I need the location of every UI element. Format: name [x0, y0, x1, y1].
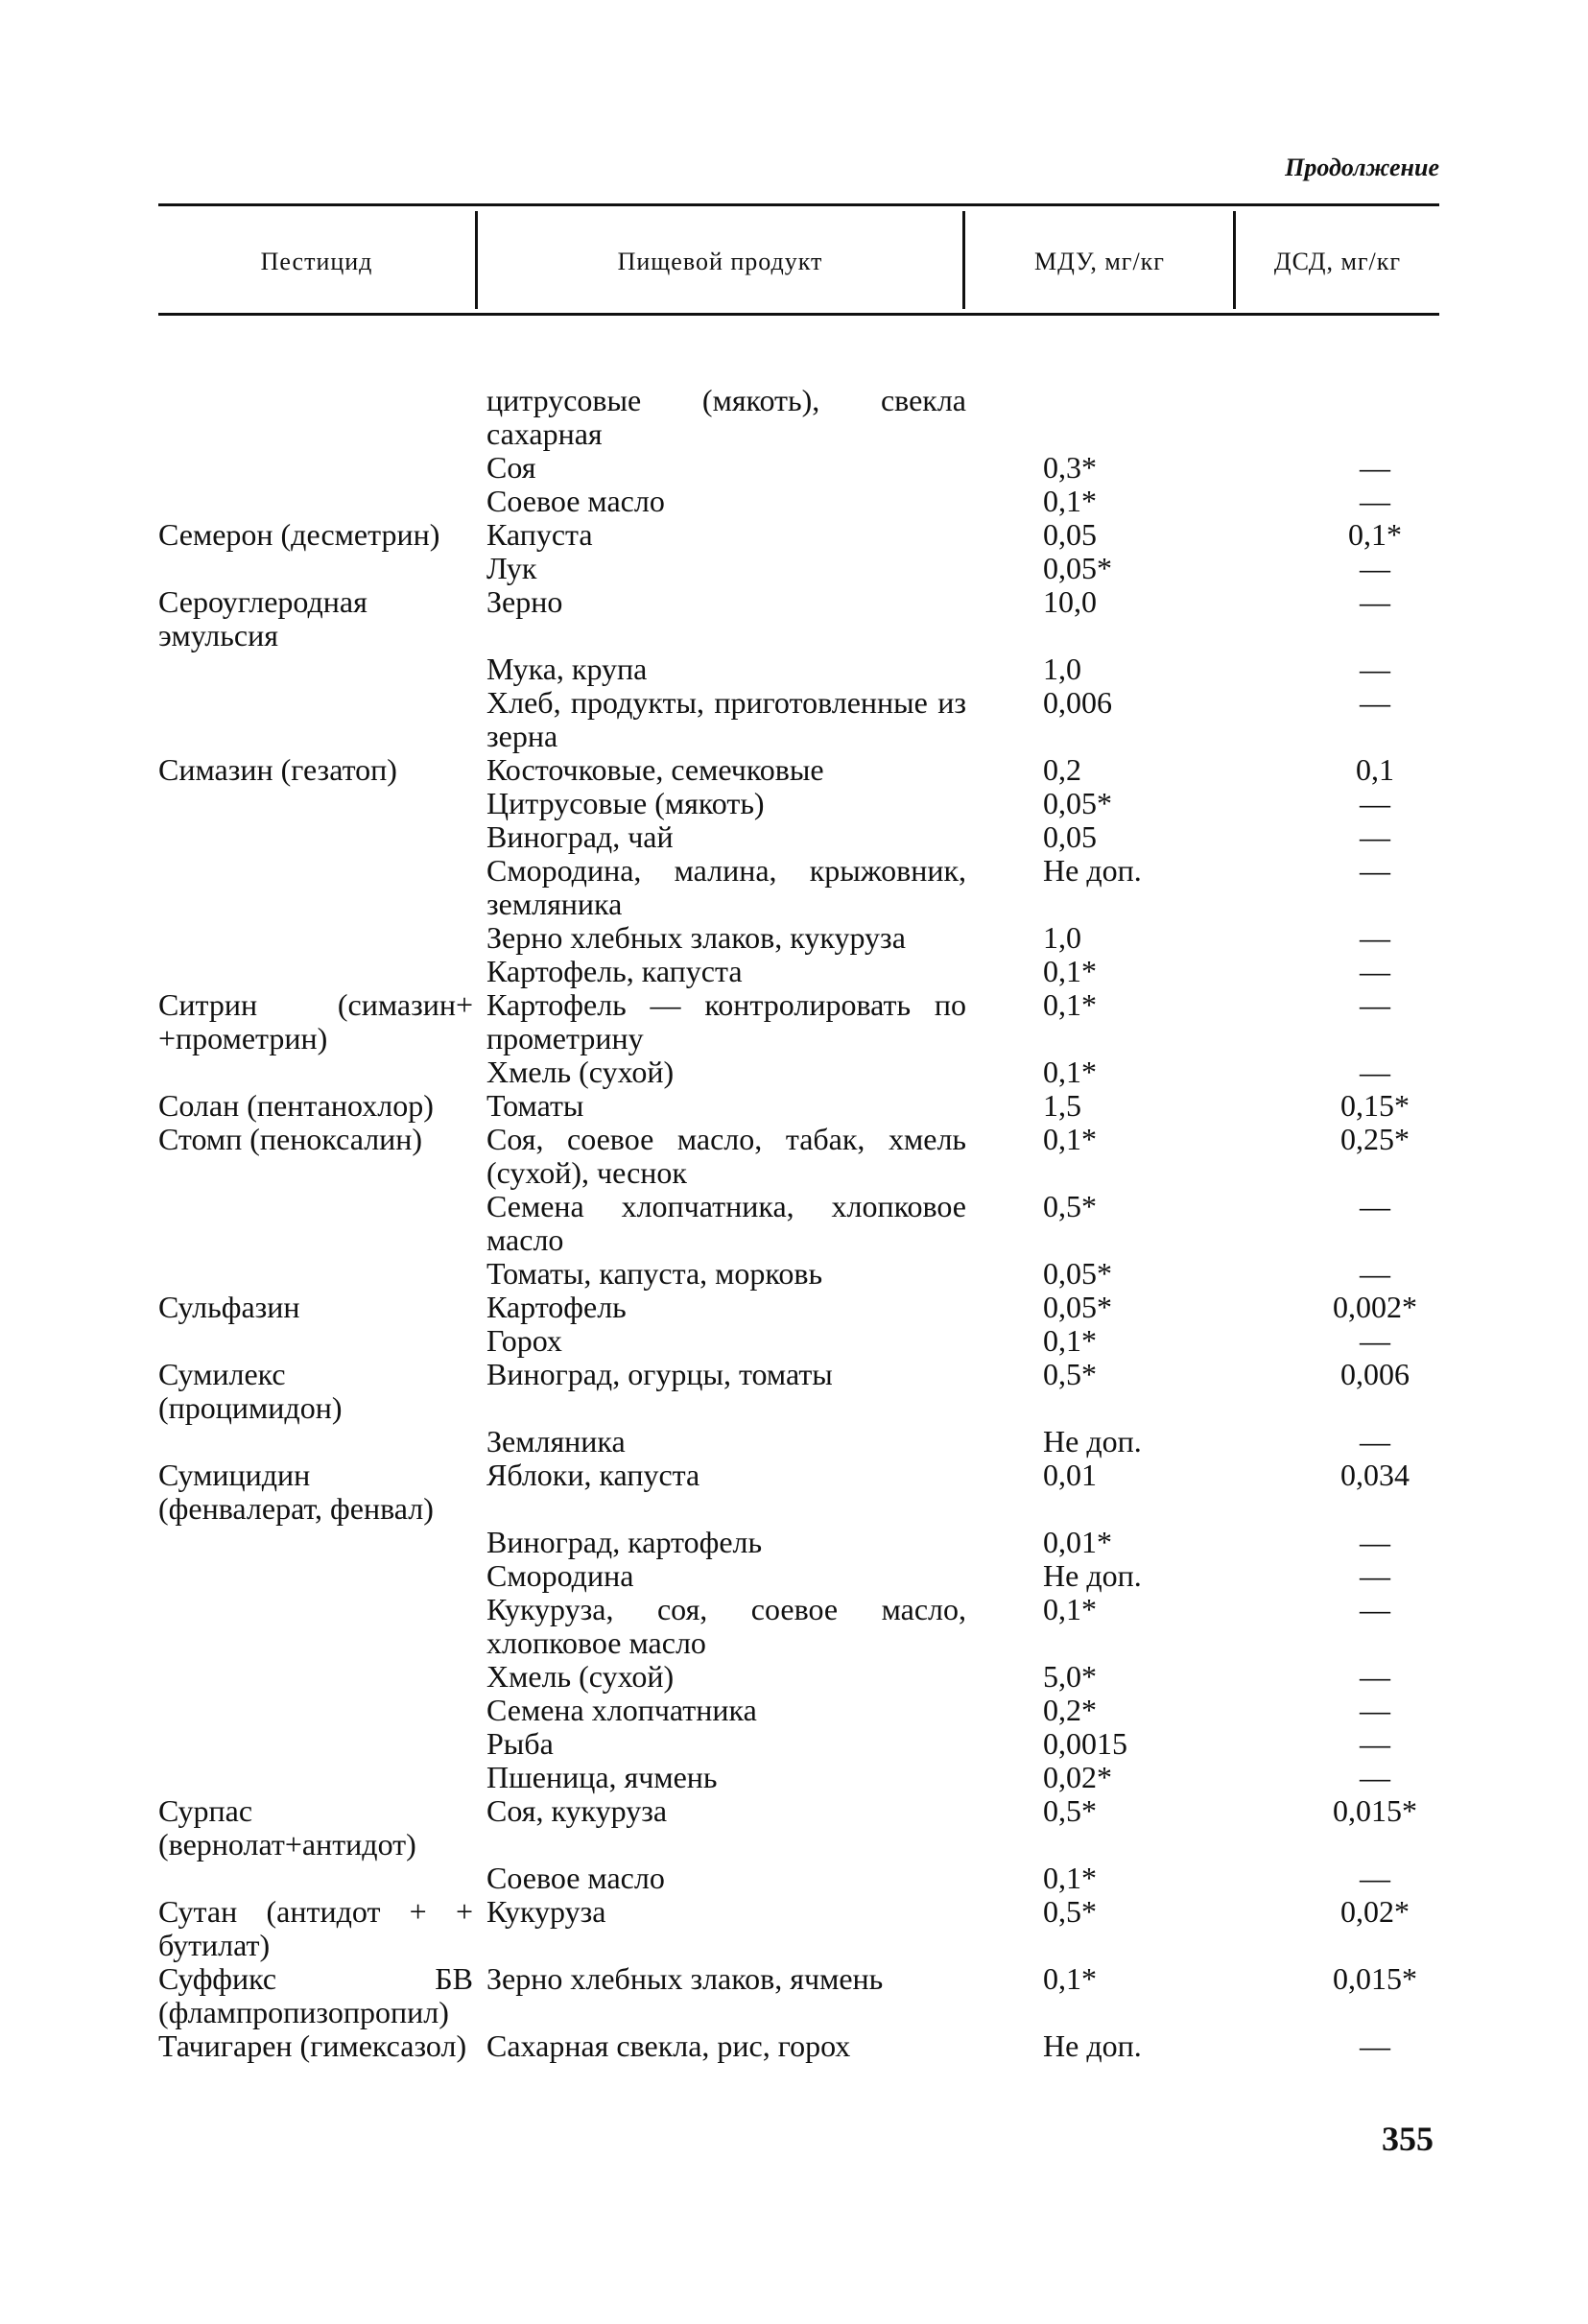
table-row [158, 384, 1439, 451]
dsd-cell: — [1360, 1693, 1390, 1727]
food-cell: цитрусовые (мякоть), свекла сахарная [486, 383, 966, 451]
mdu-cell: 0,05* [1043, 1290, 1112, 1324]
mdu-cell: 5,0* [1043, 1659, 1097, 1694]
food-cell: Мука, крупа [486, 652, 648, 686]
dsd-cell: — [1360, 484, 1390, 518]
mdu-cell: 10,0 [1043, 584, 1097, 619]
dsd-cell: — [1360, 1659, 1390, 1694]
dsd-cell: — [1360, 685, 1390, 720]
dsd-cell: 0,02* [1340, 1894, 1410, 1929]
pesticide-cell: Сумилекс (процимидон) [158, 1357, 343, 1425]
dsd-cell: — [1360, 987, 1390, 1022]
table-row [158, 1862, 1439, 1895]
table-row [158, 1526, 1439, 1559]
table-row [158, 652, 1439, 686]
mdu-cell: 0,2* [1043, 1693, 1097, 1727]
food-cell: Хмель (сухой) [486, 1659, 675, 1694]
header-pesticide: Пестицид [260, 248, 373, 275]
food-cell: Соя, кукуруза [486, 1793, 668, 1828]
dsd-cell: 0,015* [1333, 1961, 1417, 1996]
food-cell: Зерно хлебных злаков, кукуруза [486, 920, 906, 955]
food-cell: Земляника [486, 1424, 626, 1458]
table-row [158, 485, 1439, 518]
dsd-cell: 0,1* [1348, 517, 1402, 552]
mdu-cell: 0,1* [1043, 1055, 1097, 1089]
table-row [158, 451, 1439, 485]
continued-label: Продолжение [1285, 154, 1439, 181]
mdu-cell: 0,1* [1043, 1323, 1097, 1358]
table-row [158, 1794, 1439, 1862]
mdu-cell: 0,5* [1043, 1894, 1097, 1929]
food-cell: Виноград, картофель [486, 1525, 763, 1559]
food-cell: Семена хлопчатника, хлопковое масло [486, 1189, 966, 1257]
header-mdu: МДУ, мг/кг [1034, 248, 1165, 275]
food-cell: Томаты [486, 1088, 584, 1123]
mdu-cell: 0,1* [1043, 484, 1097, 518]
table-row [158, 854, 1439, 921]
food-cell: Смородина, малина, крыжовник, земляника [486, 853, 966, 921]
table-row [158, 1190, 1439, 1257]
mdu-cell: 0,05* [1043, 551, 1112, 585]
food-cell: Рыба [486, 1726, 554, 1761]
table-row [158, 1895, 1439, 1962]
food-cell: Хлеб, продукты, приготовленные из зерна [486, 685, 966, 753]
food-cell: Соя, соевое масло, табак, хмель (сухой), чеснок [486, 1122, 966, 1190]
food-cell: Томаты, капуста, морковь [486, 1256, 823, 1291]
food-cell: Соя [486, 450, 536, 485]
table-row [158, 1123, 1439, 1190]
mdu-cell: 0,01* [1043, 1525, 1112, 1559]
table-row [158, 1660, 1439, 1694]
table-row [158, 1761, 1439, 1794]
dsd-cell: — [1360, 1558, 1390, 1593]
food-cell: Цитрусовые (мякоть) [486, 786, 765, 820]
food-cell: Кукуруза [486, 1894, 606, 1929]
mdu-cell: Не доп. [1043, 853, 1142, 888]
food-cell: Виноград, огурцы, томаты [486, 1357, 833, 1391]
food-cell: Зерно хлебных злаков, ячмень [486, 1961, 884, 1996]
table-row [158, 820, 1439, 854]
table-row [158, 518, 1439, 552]
table-row [158, 686, 1439, 753]
food-cell: Хмель (сухой) [486, 1055, 675, 1089]
mdu-cell: 1,0 [1043, 652, 1081, 686]
food-cell: Капуста [486, 517, 593, 552]
mdu-cell: 0,1* [1043, 1861, 1097, 1895]
food-cell: Картофель, капуста [486, 954, 743, 988]
food-cell: Яблоки, капуста [486, 1458, 700, 1492]
table-row [158, 1593, 1439, 1660]
dsd-cell: — [1360, 1525, 1390, 1559]
pesticide-cell: Суффикс БВ (флампропизопропил) [158, 1961, 473, 2029]
dsd-cell: — [1360, 1189, 1390, 1223]
table-top-rule [158, 203, 1439, 206]
dsd-cell: 0,015* [1333, 1793, 1417, 1828]
food-cell: Кукуруза, соя, соевое масло, хлопковое масло [486, 1592, 966, 1660]
page-number: 355 [1382, 2120, 1434, 2158]
table-header-bottom-rule [158, 313, 1439, 316]
dsd-cell: 0,006 [1340, 1357, 1410, 1391]
mdu-cell: 0,5* [1043, 1189, 1097, 1223]
mdu-cell: 0,5* [1043, 1357, 1097, 1391]
mdu-cell: 0,0015 [1043, 1726, 1127, 1761]
mdu-cell: 1,0 [1043, 920, 1081, 955]
food-cell: Картофель [486, 1290, 627, 1324]
header-food: Пищевой продукт [617, 248, 823, 275]
mdu-cell: 0,1* [1043, 1592, 1097, 1626]
table-row [158, 955, 1439, 988]
dsd-cell: 0,034 [1340, 1458, 1410, 1492]
dsd-cell: — [1360, 1592, 1390, 1626]
pesticide-cell: Солан (пентанохлор) [158, 1088, 434, 1123]
pesticide-cell: Сумицидин (фенвалерат, фенвал) [158, 1458, 434, 1526]
table-row [158, 585, 1439, 652]
table-row [158, 1257, 1439, 1291]
dsd-cell: 0,1 [1356, 752, 1394, 787]
pesticide-cell: Ситрин (симазин+ +прометрин) [158, 987, 473, 1055]
pesticide-cell: Сутан (антидот + + бутилат) [158, 1894, 473, 1962]
table-row [158, 1694, 1439, 1727]
food-cell: Семена хлопчатника [486, 1693, 757, 1727]
pesticide-cell: Тачигарен (гимексазол) [158, 2028, 467, 2063]
table-row [158, 1089, 1439, 1123]
table-row [158, 1055, 1439, 1089]
mdu-cell: 0,006 [1043, 685, 1112, 720]
food-cell: Горох [486, 1323, 562, 1358]
dsd-cell: — [1360, 954, 1390, 988]
header-dsd: ДСД, мг/кг [1273, 248, 1402, 275]
mdu-cell: 0,01 [1043, 1458, 1097, 1492]
mdu-cell: 0,02* [1043, 1760, 1112, 1794]
mdu-cell: 0,05* [1043, 786, 1112, 820]
pesticide-cell: Семерон (десметрин) [158, 517, 440, 552]
table-row [158, 1727, 1439, 1761]
dsd-cell: — [1360, 1424, 1390, 1458]
food-cell: Косточковые, семечковые [486, 752, 824, 787]
food-cell: Соевое масло [486, 484, 665, 518]
dsd-cell: — [1360, 551, 1390, 585]
dsd-cell: — [1360, 450, 1390, 485]
pesticide-cell: Сурпас (вернолат+антидот) [158, 1793, 416, 1862]
mdu-cell: Не доп. [1043, 2028, 1142, 2063]
dsd-cell: — [1360, 652, 1390, 686]
pesticide-cell: Стомп (пеноксалин) [158, 1122, 423, 1156]
table-row [158, 1425, 1439, 1458]
table-row [158, 1559, 1439, 1593]
mdu-cell: 0,3* [1043, 450, 1097, 485]
food-cell: Виноград, чай [486, 819, 674, 854]
mdu-cell: 0,1* [1043, 1961, 1097, 1996]
mdu-cell: 0,1* [1043, 1122, 1097, 1156]
table-row [158, 1458, 1439, 1526]
mdu-cell: 0,5* [1043, 1793, 1097, 1828]
table-row [158, 1962, 1439, 2029]
dsd-cell: — [1360, 1760, 1390, 1794]
table-row [158, 552, 1439, 585]
dsd-cell: — [1360, 786, 1390, 820]
mdu-cell: Не доп. [1043, 1558, 1142, 1593]
dsd-cell: — [1360, 1055, 1390, 1089]
mdu-cell: 0,1* [1043, 987, 1097, 1022]
dsd-cell: — [1360, 853, 1390, 888]
mdu-cell: 0,05* [1043, 1256, 1112, 1291]
dsd-cell: 0,15* [1340, 1088, 1410, 1123]
table-row [158, 787, 1439, 820]
mdu-cell: 1,5 [1043, 1088, 1081, 1123]
mdu-cell: 0,1* [1043, 954, 1097, 988]
food-cell: Соевое масло [486, 1861, 665, 1895]
pesticide-cell: Сероуглеродная эмульсия [158, 584, 367, 652]
dsd-cell: — [1360, 920, 1390, 955]
mdu-cell: 0,05 [1043, 819, 1097, 854]
dsd-cell: — [1360, 1256, 1390, 1291]
dsd-cell: — [1360, 819, 1390, 854]
dsd-cell: — [1360, 1323, 1390, 1358]
table-row [158, 1358, 1439, 1425]
dsd-cell: 0,002* [1333, 1290, 1417, 1324]
table-row [158, 988, 1439, 1055]
table-row [158, 753, 1439, 787]
pesticide-cell: Симазин (гезатоп) [158, 752, 397, 787]
table-row [158, 921, 1439, 955]
food-cell: Лук [486, 551, 537, 585]
dsd-cell: — [1360, 1861, 1390, 1895]
dsd-cell: 0,25* [1340, 1122, 1410, 1156]
dsd-cell: — [1360, 2028, 1390, 2063]
food-cell: Смородина [486, 1558, 634, 1593]
mdu-cell: 0,05 [1043, 517, 1097, 552]
table-row [158, 2029, 1439, 2063]
food-cell: Сахарная свекла, рис, горох [486, 2028, 851, 2063]
pesticide-cell: Сульфазин [158, 1290, 300, 1324]
food-cell: Картофель — контролировать по прометрину [486, 987, 966, 1055]
table-body [158, 384, 1439, 2063]
mdu-cell: Не доп. [1043, 1424, 1142, 1458]
food-cell: Зерно [486, 584, 563, 619]
food-cell: Пшеница, ячмень [486, 1760, 718, 1794]
dsd-cell: — [1360, 584, 1390, 619]
table-row [158, 1324, 1439, 1358]
mdu-cell: 0,2 [1043, 752, 1081, 787]
dsd-cell: — [1360, 1726, 1390, 1761]
table-row [158, 1291, 1439, 1324]
